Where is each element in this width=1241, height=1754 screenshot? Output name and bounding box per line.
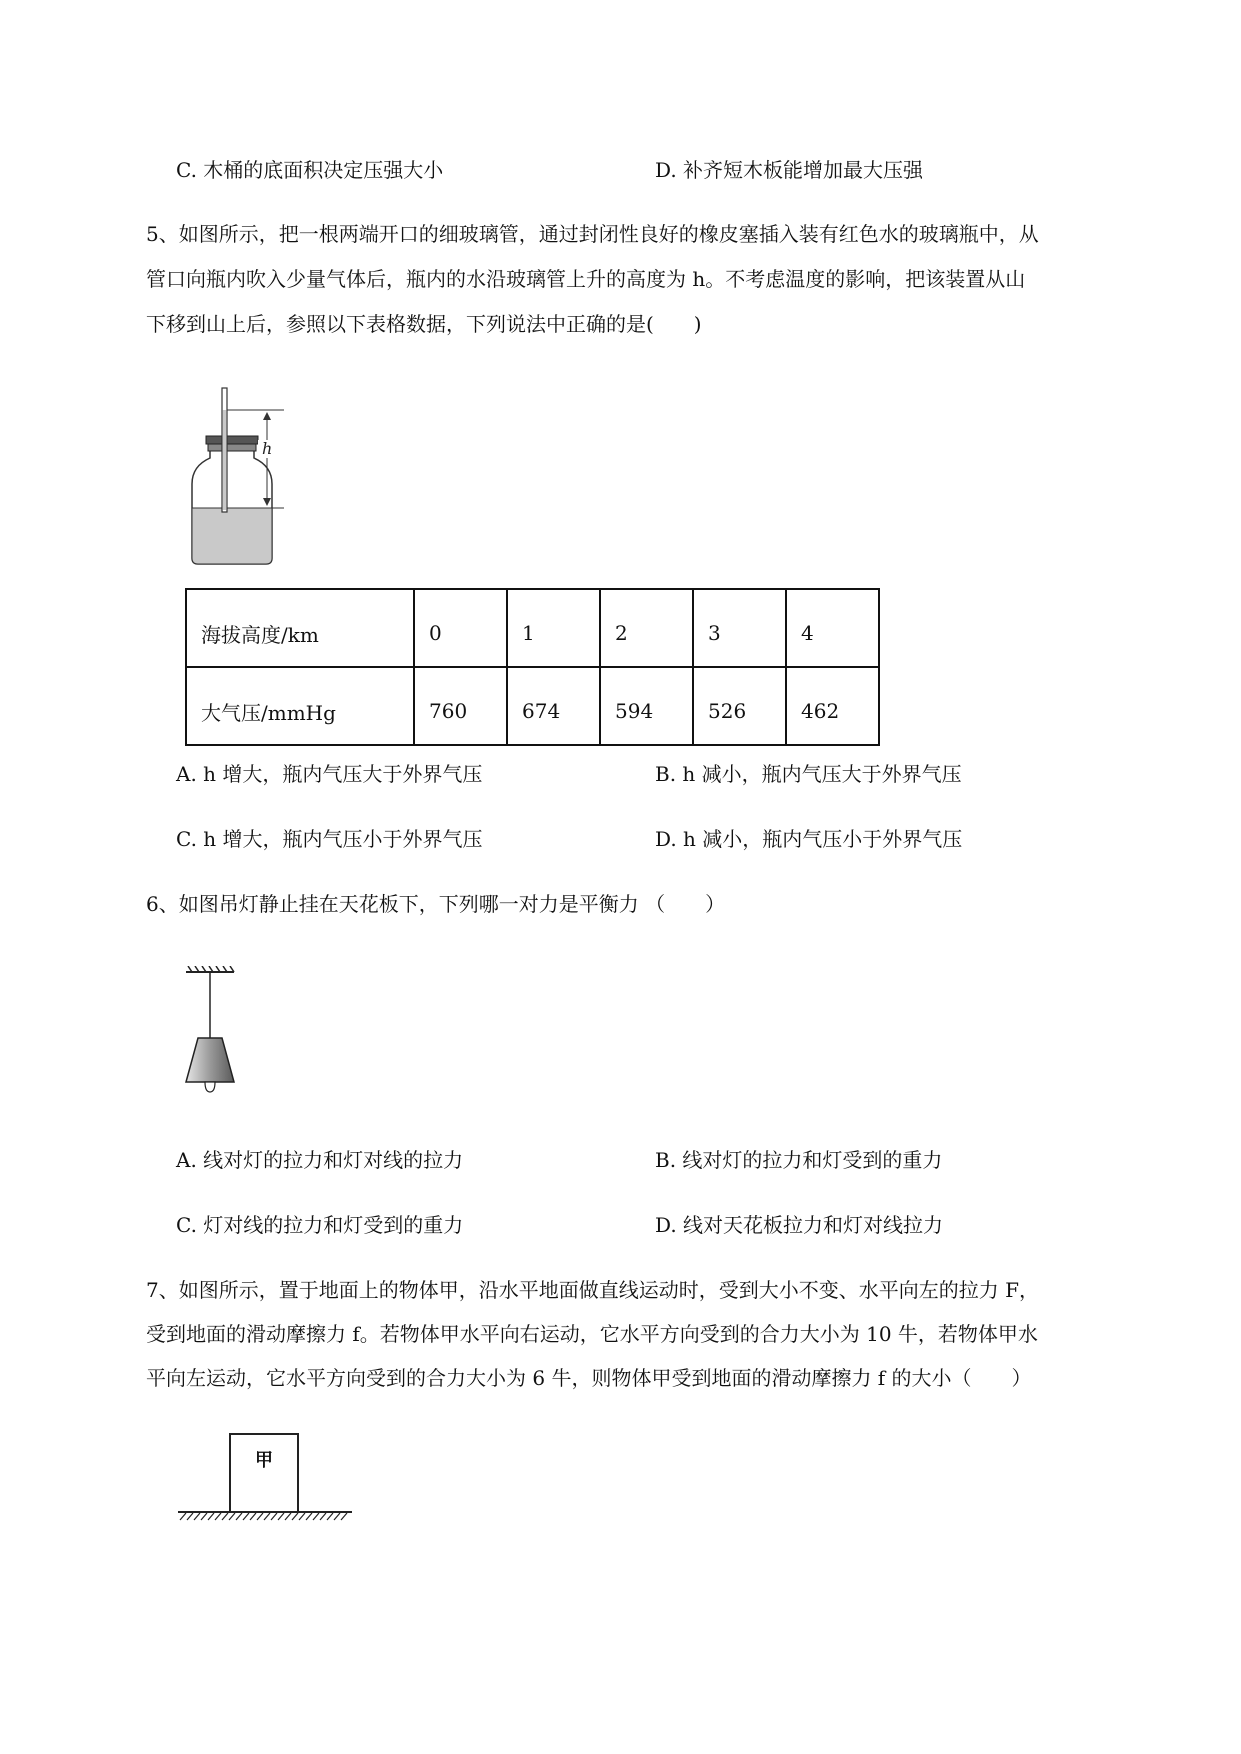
table-header-pressure: 大气压/mmHg xyxy=(186,667,414,745)
table-cell: 2 xyxy=(600,589,693,667)
table-cell: 462 xyxy=(786,667,879,745)
hanging-lamp-figure xyxy=(178,966,244,1106)
q5-stem-line-3: 下移到山上后，参照以下表格数据，下列说法中正确的是( ) xyxy=(146,312,702,336)
table-cell: 594 xyxy=(600,667,693,745)
q7-stem-line-1: 7、如图所示，置于地面上的物体甲，沿水平地面做直线运动时，受到大小不变、水平向左的拉力 F， xyxy=(146,1278,1039,1302)
block-label: 甲 xyxy=(255,1450,273,1471)
table-cell: 760 xyxy=(414,667,507,745)
table-cell: 1 xyxy=(507,589,600,667)
q5-option-d: D. h 减小，瓶内气压小于外界气压 xyxy=(655,827,963,851)
q5-option-c: C. h 增大，瓶内气压小于外界气压 xyxy=(176,827,483,851)
table-cell: 674 xyxy=(507,667,600,745)
table-cell: 4 xyxy=(786,589,879,667)
q5-option-b: B. h 减小，瓶内气压大于外界气压 xyxy=(655,762,962,786)
q7-stem-line-3: 平向左运动，它水平方向受到的合力大小为 6 牛，则物体甲受到地面的滑动摩擦力 f 的大小（ ） xyxy=(146,1366,1032,1390)
q5-stem-line-2: 管口向瓶内吹入少量气体后，瓶内的水沿玻璃管上升的高度为 h。不考虑温度的影响，把该装置从山 xyxy=(146,267,1026,291)
q5-option-a: A. h 增大，瓶内气压大于外界气压 xyxy=(176,762,483,786)
table-cell: 0 xyxy=(414,589,507,667)
bottle-tube-figure xyxy=(180,380,300,570)
table-row xyxy=(186,667,879,745)
q6-option-d: D. 线对天花板拉力和灯对线拉力 xyxy=(655,1213,944,1237)
q4-option-c: C. 木桶的底面积决定压强大小 xyxy=(176,158,444,182)
q6-option-b: B. 线对灯的拉力和灯受到的重力 xyxy=(655,1148,943,1172)
q7-stem-line-2: 受到地面的滑动摩擦力 f。若物体甲水平向右运动，它水平方向受到的合力大小为 10 牛，若物体甲水 xyxy=(146,1322,1038,1346)
table-header-altitude: 海拔高度/km xyxy=(186,589,414,667)
block-on-ground-figure xyxy=(176,1432,356,1524)
q5-stem-line-1: 5、如图所示，把一根两端开口的细玻璃管，通过封闭性良好的橡皮塞插入装有红色水的玻璃瓶中，从 xyxy=(146,222,1039,246)
q6-option-c: C. 灯对线的拉力和灯受到的重力 xyxy=(176,1213,464,1237)
table-row xyxy=(186,589,879,667)
q4-option-d: D. 补齐短木板能增加最大压强 xyxy=(655,158,924,182)
table-cell: 526 xyxy=(693,667,786,745)
altitude-pressure-table xyxy=(185,588,880,746)
height-label-h: h xyxy=(262,439,273,458)
q6-stem: 6、如图吊灯静止挂在天花板下，下列哪一对力是平衡力 （ ） xyxy=(146,892,726,916)
q6-option-a: A. 线对灯的拉力和灯对线的拉力 xyxy=(176,1148,464,1172)
table-cell: 3 xyxy=(693,589,786,667)
